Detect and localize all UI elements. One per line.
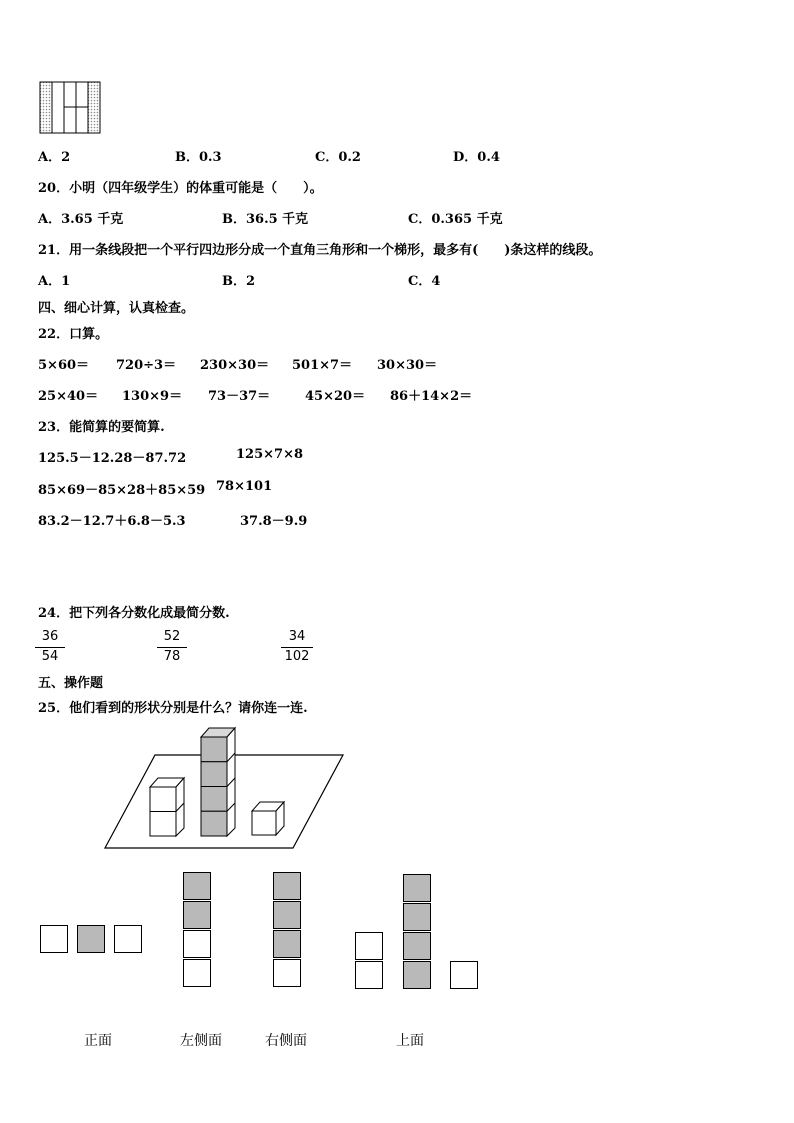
label-right-side: 右侧面 bbox=[265, 1033, 307, 1049]
fraction-numerator: 34 bbox=[288, 629, 306, 644]
q22-item: 230×30＝ bbox=[200, 358, 270, 373]
q20-choice-b[interactable]: B．36.5 千克 bbox=[222, 212, 309, 227]
strip-figure bbox=[39, 81, 103, 135]
q22-item: 130×9＝ bbox=[122, 389, 183, 404]
view-square-gray bbox=[77, 925, 105, 953]
q22-item: 25×40＝ bbox=[38, 389, 99, 404]
fraction-3 bbox=[281, 629, 313, 665]
view-square-gray bbox=[403, 874, 431, 902]
fraction-2 bbox=[157, 629, 187, 665]
q19-choice-c[interactable]: C．0.2 bbox=[315, 150, 361, 165]
q20-choice-a[interactable]: A．3.65 千克 bbox=[38, 212, 124, 227]
q22-item: 30×30＝ bbox=[377, 358, 438, 373]
view-square-gray bbox=[273, 872, 301, 900]
section4-title: 四、细心计算，认真检查。 bbox=[38, 301, 195, 316]
q20-question: 20．小明（四年级学生）的体重可能是（ ）。 bbox=[38, 181, 323, 196]
q20-choice-c[interactable]: C．0.365 千克 bbox=[408, 212, 503, 227]
fraction-denominator: 102 bbox=[284, 649, 310, 664]
q22-item: 45×20＝ bbox=[305, 389, 366, 404]
q22-item: 720÷3＝ bbox=[116, 358, 177, 373]
q19-choice-a[interactable]: A．2 bbox=[38, 150, 71, 165]
q22-item: 73－37＝ bbox=[208, 389, 271, 404]
view-square-gray bbox=[273, 930, 301, 958]
view-square bbox=[183, 959, 211, 987]
q24-title: 24．把下列各分数化成最简分数. bbox=[38, 606, 230, 621]
q23-item: 125×7×8 bbox=[236, 447, 304, 462]
view-square-gray bbox=[273, 901, 301, 929]
view-square bbox=[450, 961, 478, 989]
q23-item: 85×69－85×28＋85×59 bbox=[38, 483, 206, 498]
q23-item: 125.5－12.28－87.72 bbox=[38, 451, 187, 466]
label-left-side: 左侧面 bbox=[180, 1033, 222, 1049]
q22-title: 22．口算。 bbox=[38, 327, 109, 342]
view-square-gray bbox=[403, 932, 431, 960]
fraction-1 bbox=[35, 629, 65, 665]
q22-item: 5×60＝ bbox=[38, 358, 90, 373]
q23-item: 78×101 bbox=[216, 479, 273, 494]
fraction-denominator: 78 bbox=[163, 649, 181, 664]
label-top: 上面 bbox=[396, 1033, 424, 1049]
view-square-gray bbox=[403, 961, 431, 989]
label-front: 正面 bbox=[84, 1033, 112, 1049]
view-square bbox=[355, 961, 383, 989]
view-square bbox=[355, 932, 383, 960]
q19-choice-b[interactable]: B．0.3 bbox=[175, 150, 222, 165]
q19-choice-d[interactable]: D．0.4 bbox=[453, 150, 500, 165]
q23-item: 83.2－12.7＋6.8－5.3 bbox=[38, 514, 186, 529]
shaded-strip-right bbox=[88, 82, 100, 133]
fraction-numerator: 36 bbox=[41, 629, 59, 644]
view-square bbox=[40, 925, 68, 953]
shaded-strip-left bbox=[40, 82, 52, 133]
q23-item: 37.8－9.9 bbox=[240, 514, 308, 529]
q22-item: 501×7＝ bbox=[292, 358, 353, 373]
q21-choice-a[interactable]: A．1 bbox=[38, 274, 71, 289]
fraction-numerator: 52 bbox=[163, 629, 181, 644]
view-square bbox=[273, 959, 301, 987]
view-square-gray bbox=[183, 901, 211, 929]
q25-title: 25．他们看到的形状分别是什么？请你连一连. bbox=[38, 701, 308, 716]
view-square-gray bbox=[403, 903, 431, 931]
section5-title: 五、操作题 bbox=[38, 676, 104, 691]
cube-single bbox=[252, 802, 284, 835]
q21-choice-c[interactable]: C．4 bbox=[408, 274, 441, 289]
cube-stack-gray bbox=[201, 728, 235, 836]
q21-choice-b[interactable]: B．2 bbox=[222, 274, 256, 289]
view-square bbox=[183, 930, 211, 958]
q21-question: 21．用一条线段把一个平行四边形分成一个直角三角形和一个梯形，最多有( )条这样的线段。 bbox=[38, 243, 602, 258]
view-square-gray bbox=[183, 872, 211, 900]
q22-item: 86＋14×2＝ bbox=[390, 389, 473, 404]
cube-stack-white bbox=[150, 778, 184, 836]
fraction-denominator: 54 bbox=[41, 649, 59, 664]
q23-title: 23．能简算的要简算. bbox=[38, 420, 165, 435]
view-square bbox=[114, 925, 142, 953]
cube-arrangement-figure bbox=[100, 725, 360, 855]
